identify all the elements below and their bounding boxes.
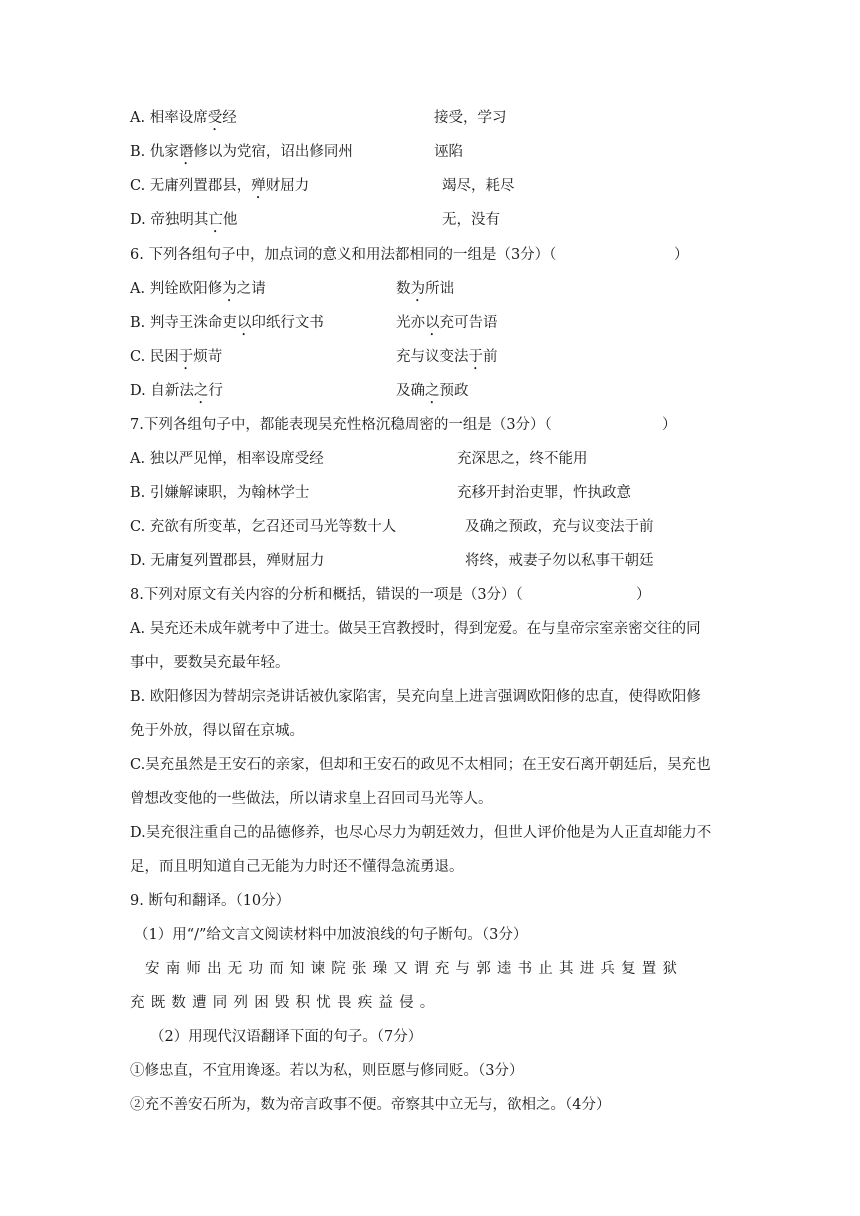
q6-option-b: B. 判寺王洙命吏以印纸行文书: [130, 315, 324, 331]
q6-option-c: C. 民困于烦苛: [130, 349, 223, 365]
q9-stem: 9. 断句和翻译。（10分）: [130, 893, 291, 909]
q8-line-8: 足，而且明知道自己无能为力时还不懂得急流勇退。: [130, 859, 464, 875]
q8-line-5: C.吴充虽然是王安石的亲家，但却和王安石的政见不太相同；在王安石离开朝廷后，吴充也: [130, 757, 711, 773]
q7-option-a: A. 独以严见惮，相率设席受经: [130, 451, 324, 467]
q7-option-c: C. 充欲有所变革，乞召还司马光等数十人: [130, 519, 397, 535]
q8-line-1: A. 吴充还未成年就考中了进士。做吴王宫教授时，得到宠爱。在与皇帝宗室亲密交往的同: [130, 621, 701, 637]
q6-option-a-b: 数为所诎: [396, 281, 454, 297]
q6-option-b-b: 光亦以充可告语: [396, 315, 498, 331]
q8-stem-close: ）: [636, 587, 651, 603]
q8-line-4: 免于外放，得以留在京城。: [130, 723, 304, 739]
q6-option-d: D. 自新法之行: [130, 383, 223, 399]
q9-passage-line-2: 充既数遭同列困毁积忧畏疾益侵。: [130, 995, 441, 1011]
q9-item-1: ①修忠直，不宜用谗逐。若以为私，则臣愿与修同贬。（3分）: [130, 1063, 524, 1079]
q5-option-b: B. 仇家谮修以为党宿，诏出修同州: [130, 144, 353, 160]
q5-option-d: D. 帝独明其亡他: [130, 212, 238, 228]
q8-stem: 8.下列对原文有关内容的分析和概括，错误的一项是（3分）（: [130, 587, 523, 603]
q7-option-d-b: 将终，戒妻子勿以私事干朝廷: [465, 553, 654, 569]
q5-option-b-answer: 诬陷: [434, 144, 463, 160]
q8-line-3: B. 欧阳修因为替胡宗尧讲话被仇家陷害，吴充向皇上进言强调欧阳修的忠直，使得欧阳修: [130, 689, 701, 705]
q5-option-c-answer: 竭尽，耗尽: [442, 178, 515, 194]
q9-sub1: （1）用“/”给文言文阅读材料中加波浪线的句子断句。（3分）: [134, 927, 528, 943]
q5-option-d-answer: 无，没有: [442, 212, 500, 228]
q6-option-c-b: 充与议变法于前: [396, 349, 498, 365]
q7-stem: 7.下列各组句子中，都能表现吴充性格沉稳周密的一组是（3分）（: [130, 417, 552, 433]
q5-option-a: A. 相率设席受经: [130, 110, 237, 126]
q9-item-2: ②充不善安石所为，数为帝言政事不便。帝察其中立无与，欲相之。（4分）: [130, 1097, 611, 1113]
q6-stem-close: ）: [674, 247, 689, 263]
q6-stem: 6. 下列各组句子中，加点词的意义和用法都相同的一组是（3分）（: [130, 247, 557, 263]
q7-option-b-b: 充移开封治吏罪，忤执政意: [457, 485, 631, 501]
q5-option-c: C. 无庸列置郡县，殚财屈力: [130, 178, 310, 194]
q6-option-a: A. 判铨欧阳修为之请: [130, 281, 266, 297]
q8-line-2: 事中，要数吴充最年轻。: [130, 655, 290, 671]
q7-option-c-b: 及确之预政，充与议变法于前: [465, 519, 654, 535]
q9-passage-line-1: 安南师出无功而知谏院张璪又谓充与郭逵书止其进兵复置狱: [145, 961, 684, 977]
q9-sub2: （2）用现代汉语翻译下面的句子。（7分）: [150, 1029, 423, 1045]
q7-option-b: B. 引嫌解谏职，为翰林学士: [130, 485, 310, 501]
q8-line-7: D.吴充很注重自己的品德修养，也尽心尽力为朝廷效力，但世人评价他是为人正直却能力不: [130, 825, 712, 841]
q8-line-6: 曾想改变他的一些做法，所以请求皇上召回司马光等人。: [130, 791, 493, 807]
q7-stem-close: ）: [662, 417, 677, 433]
q6-option-d-b: 及确之预政: [396, 383, 469, 399]
q7-option-a-b: 充深思之，终不能用: [457, 451, 588, 467]
q5-option-a-answer: 接受，学习: [434, 110, 507, 126]
q7-option-d: D. 无庸复列置郡县，殚财屈力: [130, 553, 325, 569]
